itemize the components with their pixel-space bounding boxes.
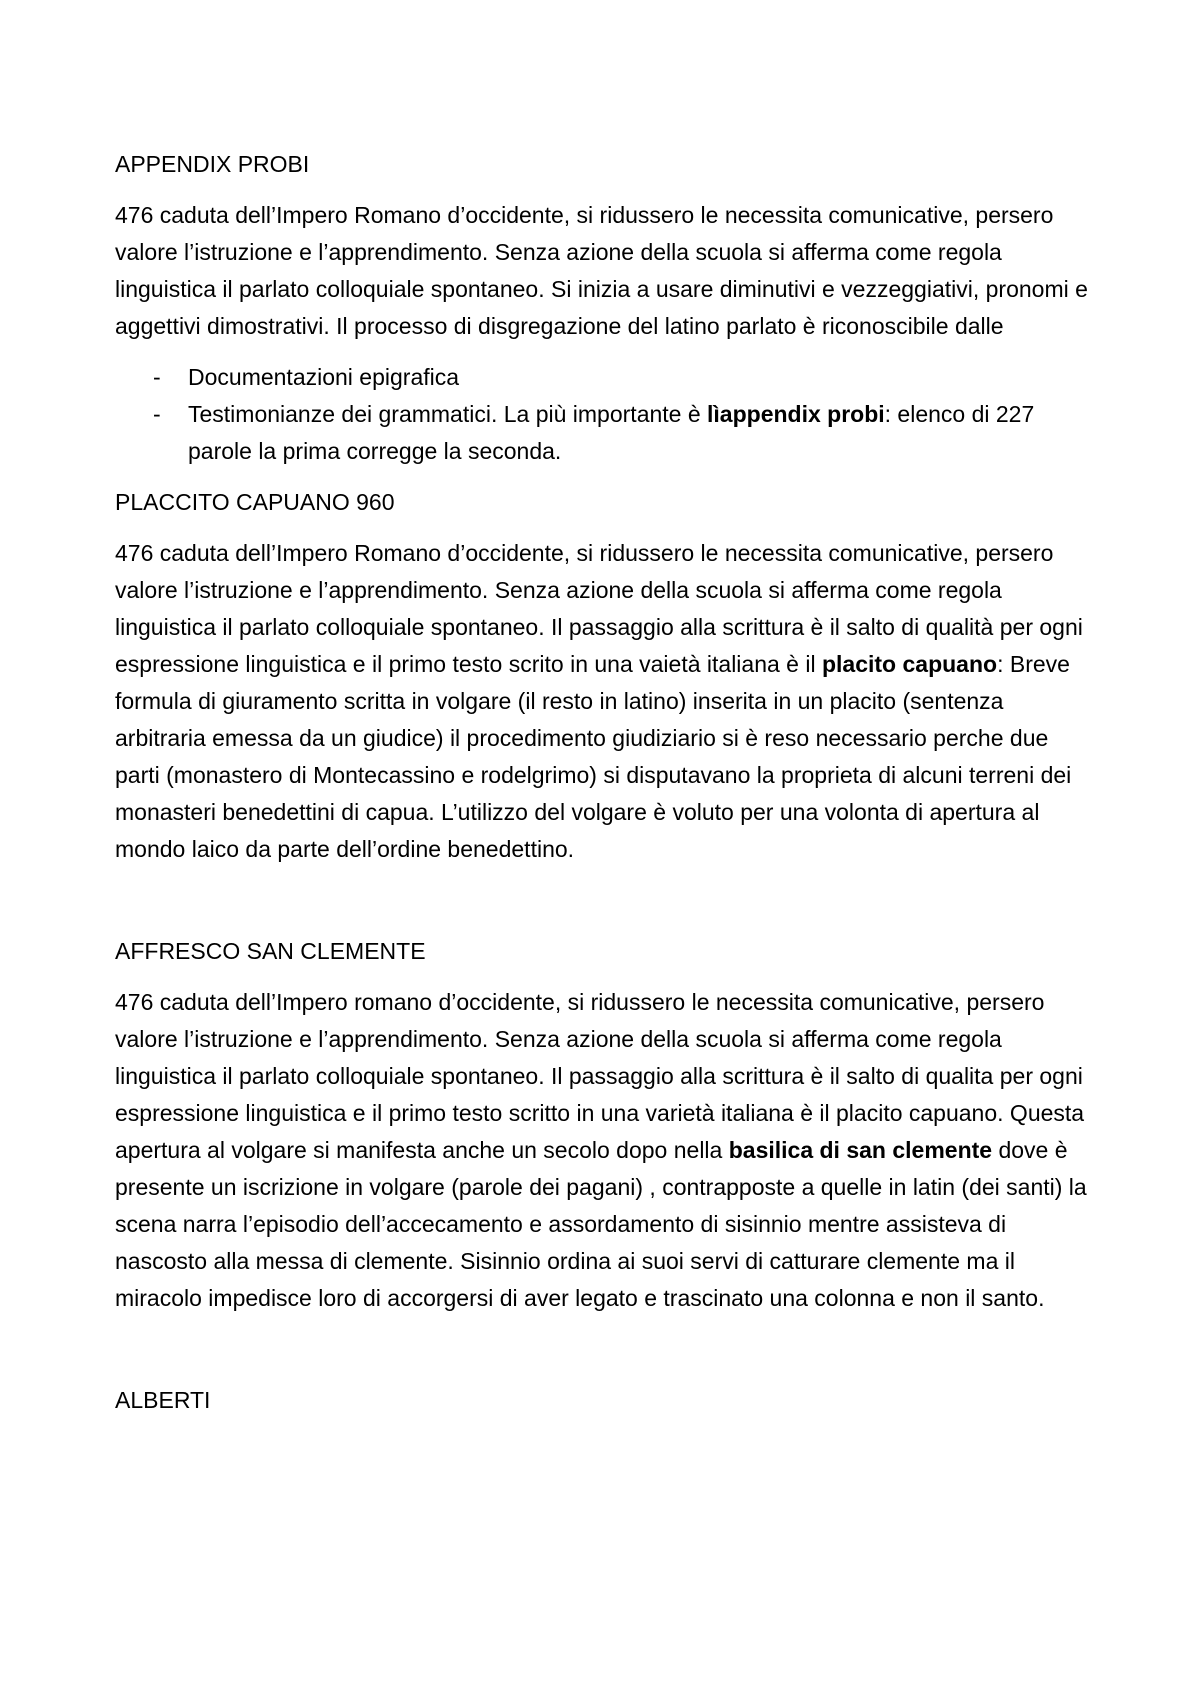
bold-term-appendix-probi: lìappendix probi xyxy=(707,401,885,427)
section-paragraph-appendix-probi: 476 caduta dell’Impero Romano d’occidente, si ridussero le necessita comunicative, persero valore l’istruzione e l’apprendimento. Senza azione della scuola si afferma come regola linguistica il parlato colloquiale spontaneo. Si inizia a usare diminutivi e vezzeggiativi, pronomi e aggettivi dimostrativi. Il processo di disgregazione del latino parlato è riconoscibile dalle xyxy=(115,202,1088,339)
list-item-text-end: : elenco di 227 parole la prima corregge la seconda. xyxy=(188,401,1035,464)
paragraph-text-start: 476 caduta dell’Impero Romano d’occidente, si ridussero le necessita comunicative, persero valore l’istruzione e l’apprendimento. Senza azione della scuola si afferma come regola linguistica il parlato colloquiale spontaneo. Il passaggio alla scrittura è il salto di qualità per ogni espressione linguistica e il primo testo scrito in una vaietà italiana è il xyxy=(115,540,1083,677)
blank-line xyxy=(115,882,1095,933)
list-item-text-start: Testimonianze dei grammatici. La più importante è xyxy=(188,401,708,427)
bold-term-placito-capuano: placito capuano xyxy=(821,651,998,677)
section-paragraph-affresco-san-clemente xyxy=(115,984,1095,1317)
list-item xyxy=(115,359,1095,396)
section-paragraph-placito-capuano xyxy=(115,535,1095,868)
section-heading-alberti: ALBERTI xyxy=(115,1387,211,1413)
section-heading-affresco-san-clemente: AFFRESCO SAN CLEMENTE xyxy=(115,938,426,964)
bold-term-basilica-san-clemente: basilica di san clemente xyxy=(728,1137,993,1163)
list-item-text xyxy=(188,401,1034,464)
paragraph-text-end: dove è presente un iscrizione in volgare (parole dei pagani) , contrapposte a quelle in latin (dei santi) la scena narra l’episodio dell’accecamento e assordamento di sisinnio mentre assisteva di nascosto alla messa di clemente. Sisinnio ordina ai suoi servi di catturare clemente ma il miracolo impedisce loro di accorgersi di aver legato e trascinato una colonna e non il santo. xyxy=(115,1137,1087,1311)
paragraph-text-start: 476 caduta dell’Impero romano d’occidente, si ridussero le necessita comunicative, persero valore l’istruzione e l’apprendimento. Senza azione della scuola si afferma come regola linguistica il parlato colloquiale spontaneo. Il passaggio alla scrittura è il salto di qualita per ogni espressione linguistica e il primo testo scritto in una varietà italiana è il placito capuano. Questa apertura al volgare si manifesta anche un secolo dopo nella xyxy=(115,989,1085,1163)
bullet-list xyxy=(115,359,1095,470)
blank-line xyxy=(115,1331,1095,1382)
section-heading-placito-capuano: PLACCITO CAPUANO 960 xyxy=(115,489,395,515)
paragraph-text-end: : Breve formula di giuramento scritta in volgare (il resto in latino) inserita in un placito (sentenza arbitraria emessa da un giudice) il procedimento giudiziario si è reso necessario perche due parti (monastero di Montecassino e rodelgrimo) si disputavano la proprieta di alcuni terreni dei monasteri benedettini di capua. L’utilizzo del volgare è voluto per una volonta di apertura al mondo laico da parte dell’ordine benedettino. xyxy=(115,651,1072,862)
list-dash: - xyxy=(153,401,161,427)
list-dash: - xyxy=(153,364,161,390)
list-item xyxy=(115,396,1095,470)
document-body xyxy=(115,146,1095,1433)
list-item-text: Documentazioni epigrafica xyxy=(188,364,460,390)
section-heading-appendix-probi: APPENDIX PROBI xyxy=(115,151,310,177)
